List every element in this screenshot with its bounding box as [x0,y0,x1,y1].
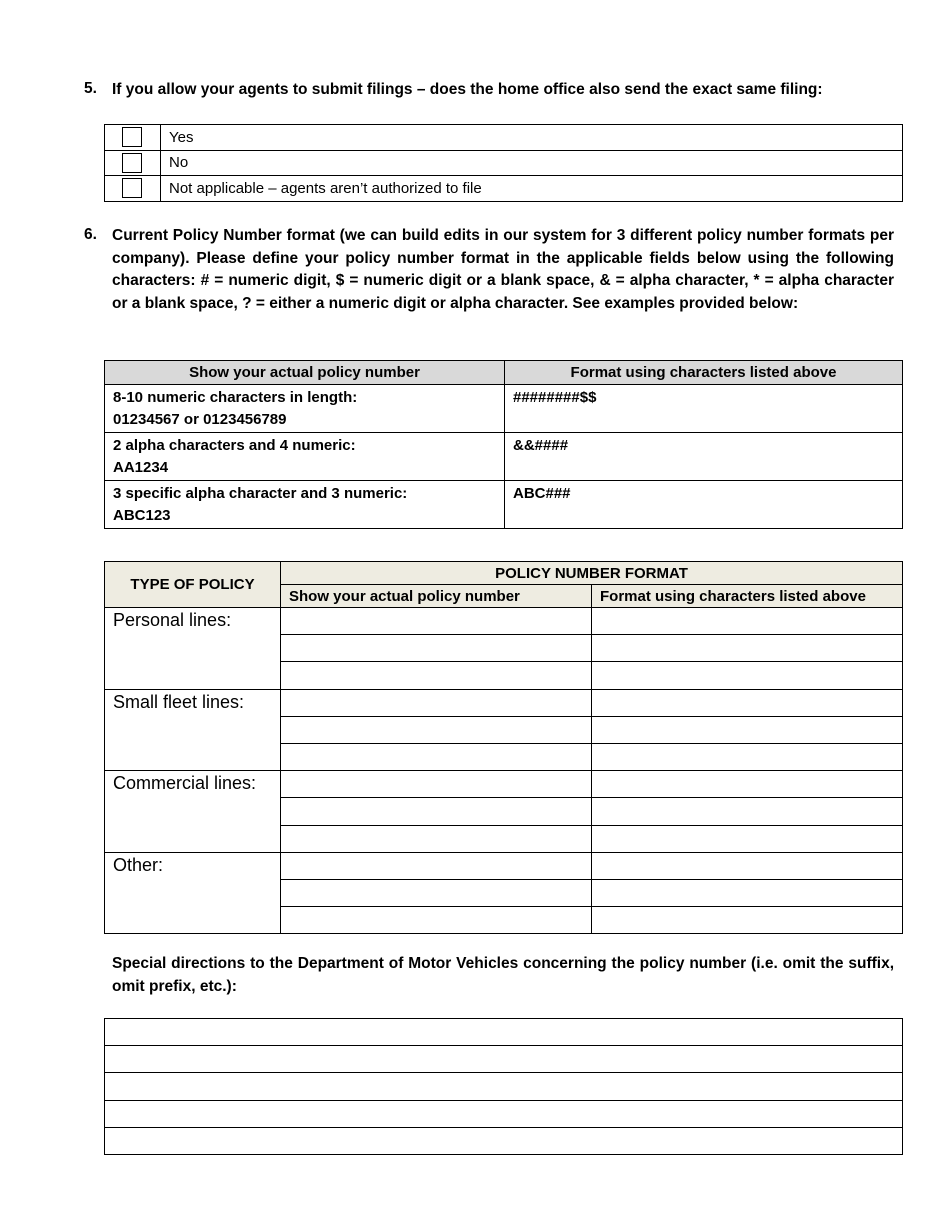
examples-table [104,360,903,529]
format-field[interactable] [592,635,903,662]
actual-number-field[interactable] [281,608,592,635]
option-label: No [161,150,903,176]
checkbox-not-applicable[interactable] [122,178,142,198]
q5-option-yes [105,125,903,151]
actual-number-field[interactable] [281,743,592,770]
example-desc: 2 alpha characters and 4 numeric: [113,437,356,454]
question-5-text: If you allow your agents to submit filings – does the home office also send the exact same filing: [112,81,823,98]
example-row [105,433,903,481]
special-directions-text: Special directions to the Department of Motor Vehicles concerning the policy number (i.e. omit the suffix, omit prefix, etc.): [112,955,894,995]
actual-number-field[interactable] [281,907,592,934]
example-format: ########$$ [505,385,903,433]
type-commercial-lines: Commercial lines: [105,771,281,853]
option-label: Not applicable – agents aren’t authorized to file [161,176,903,202]
policy-format-table [104,561,903,934]
checkbox-yes[interactable] [122,127,142,147]
type-of-policy-header: TYPE OF POLICY [105,562,281,608]
example-desc: 3 specific alpha character and 3 numeric: [113,485,408,502]
checkbox-no[interactable] [122,153,142,173]
option-label: Yes [161,125,903,151]
format-field[interactable] [592,879,903,906]
actual-number-field[interactable] [281,771,592,798]
examples-header-format: Format using characters listed above [505,361,903,385]
format-field[interactable] [592,743,903,770]
format-field[interactable] [592,771,903,798]
format-field[interactable] [592,716,903,743]
format-field[interactable] [592,825,903,852]
actual-number-field[interactable] [281,635,592,662]
example-format: &&#### [505,433,903,481]
actual-number-field[interactable] [281,879,592,906]
actual-number-field[interactable] [281,852,592,879]
example-sample: AA1234 [113,459,169,476]
format-field[interactable] [592,852,903,879]
question-6-text: Current Policy Number format (we can build edits in our system for 3 different policy number formats per company). Please define your policy number format in the applicable fields below using the following characters: # = numeric digit, $ = numeric digit or a blank space, & = alpha character, * = alpha character or a blank space, ? = either a numeric digit or alpha character. See examples provided below: [112,227,894,312]
format-characters-header: Format using characters listed above [592,585,903,608]
format-field[interactable] [592,689,903,716]
type-small-fleet-lines: Small fleet lines: [105,689,281,771]
directions-line[interactable] [105,1127,903,1154]
format-field[interactable] [592,907,903,934]
example-sample: ABC123 [113,507,171,524]
examples-header-actual: Show your actual policy number [105,361,505,385]
example-desc: 8-10 numeric characters in length: [113,389,358,406]
example-row [105,385,903,433]
directions-line[interactable] [105,1019,903,1046]
example-format: ABC### [505,481,903,529]
actual-number-field[interactable] [281,689,592,716]
actual-number-field[interactable] [281,798,592,825]
directions-line[interactable] [105,1100,903,1127]
actual-number-field[interactable] [281,662,592,689]
directions-line[interactable] [105,1073,903,1100]
policy-number-format-header: POLICY NUMBER FORMAT [281,562,903,585]
format-field[interactable] [592,662,903,689]
type-other: Other: [105,852,281,934]
question-6-number: 6. [84,226,97,243]
type-personal-lines: Personal lines: [105,608,281,690]
actual-number-field[interactable] [281,716,592,743]
q5-option-no [105,150,903,176]
question-5-number: 5. [84,80,97,97]
special-directions-lines [104,1018,903,1155]
q5-option-not-applicable [105,176,903,202]
format-field[interactable] [592,798,903,825]
actual-number-field[interactable] [281,825,592,852]
example-sample: 01234567 or 0123456789 [113,411,287,428]
q5-options-table [104,124,903,202]
example-row [105,481,903,529]
format-field[interactable] [592,608,903,635]
directions-line[interactable] [105,1046,903,1073]
actual-policy-number-header: Show your actual policy number [281,585,592,608]
